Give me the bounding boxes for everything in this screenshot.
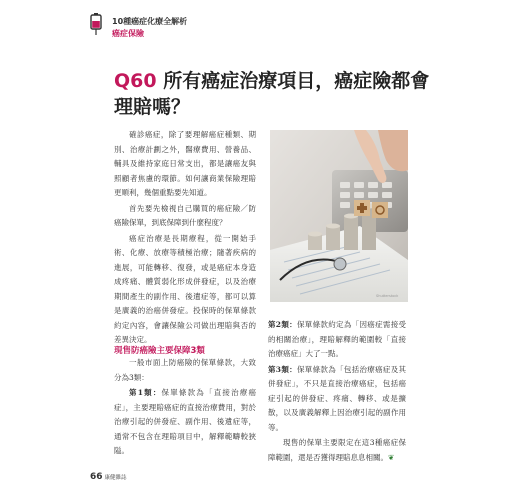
question-number: Q60 [114, 70, 157, 92]
paragraph: 確診癌症，除了要理解癌症種類、期別、治療計劃之外，醫療費用、營養品、輔具及維持家庭日常支出，都是讓癌友與照顧者焦慮的環節。如何讓商業保險理賠更順利，幾個重點要先知道。 [114, 130, 256, 197]
article-photo [270, 130, 408, 302]
list-item [268, 363, 406, 436]
item-text: 保單條款為「包括治療癌症及其併發症」，不只是直接治療癌症，包括癌症引起的併發症、疼痛、轉移、或是擴散，以及廣義解釋上因治療引起的副作用等。 [268, 364, 407, 432]
item-label: 第2類： [268, 320, 297, 329]
title-text: 所有癌症治療項目，癌症險都會理賠嗎？ [114, 70, 430, 118]
left-column [114, 128, 256, 349]
end-mark-icon: ❦ [388, 452, 395, 462]
section-heading: 現售防癌險主要保障3類 [114, 346, 205, 356]
article-title [114, 68, 434, 120]
paragraph: 一般市面上防癌險的保單條款，大致分為3類： [114, 358, 256, 382]
closing-text: 現售的保單主要限定在這3種癌症保障範圍，還是否獲得理賠息息相關。 [268, 438, 406, 462]
page-folio [90, 472, 127, 482]
right-column [268, 318, 406, 466]
left-column-bottom [114, 356, 256, 460]
paragraph: 首先要先檢視自己購買的癌症險／防癌險保單，到底保障到什麼程度？ [114, 203, 256, 227]
item-label: 第3類： [268, 364, 297, 374]
paragraph [268, 436, 406, 465]
list-item [114, 386, 256, 459]
item-text: 保單條款約定為「因癌症需接受的相關治療」，理賠解釋的範圍較「直接治療癌症」大了一點。 [268, 320, 407, 358]
paragraph: 癌症治療是長期療程，從一開始手術、化療、放療等積極治療；隨著疾病的進展，可能轉移、復發，或是癌症本身造成疼痛、體質弱化形成併發症，以及治療期間產生的副作用、後遺症等，都可以算是廣義的治癌併發症。投保時的保單條款約定內容，會讓保險公司做出理賠與否的差異決定。 [114, 233, 256, 344]
item-label: 第1類： [129, 388, 162, 397]
photo-credit: Shutterstock [376, 294, 399, 298]
series-title: 10種癌症化療全解析 [112, 17, 188, 26]
list-item [268, 318, 406, 362]
page-number: 66 [90, 472, 103, 482]
topic-label: 癌症保險 [112, 29, 144, 38]
item-text: 保單條款為「直接治療癌症」，主要理賠癌症的直接治療費用，對於治療引起的併發症、副作用、後遺症等，通常不包含在理賠項目中，解釋範疇較狹隘。 [114, 388, 257, 455]
iv-bag-icon [90, 13, 102, 35]
magazine-name: 康健雜誌 [104, 475, 127, 481]
